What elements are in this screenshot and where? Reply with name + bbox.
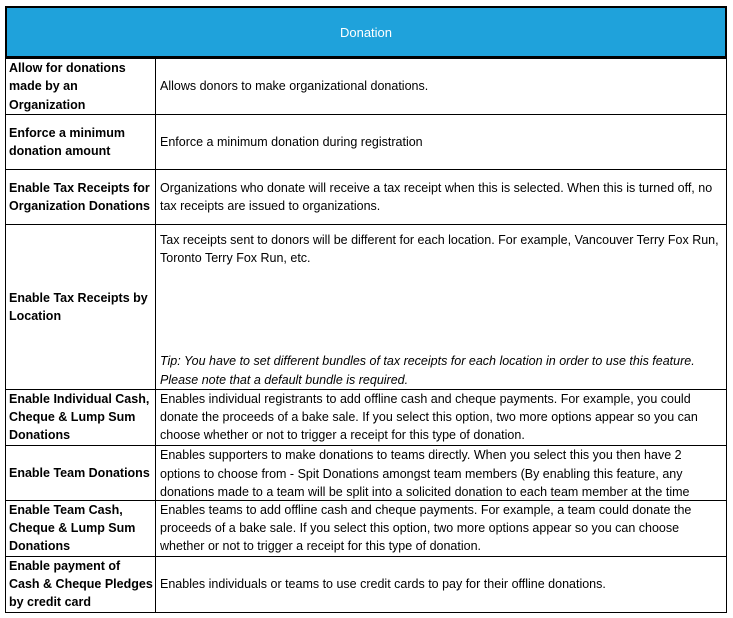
option-description: Enables supporters to make donations to teams directly. When you select this you then have 2 options to choose from - Spit Donations amongst team members (By enabling this feature, any donations made to a team will be split into a solicited donation to each team member at the time xyxy=(160,448,690,499)
table-row xyxy=(6,500,727,556)
table-row xyxy=(6,389,727,445)
option-description: Enables individuals or teams to use credit cards to pay for their offline donations. xyxy=(156,556,727,612)
option-description: Enables individual registrants to add offline cash and cheque payments. For example, you could donate the proceeds of a bake sale. If you select this option, two more options appear so you can choose whether or not to trigger a receipt for this type of donation. xyxy=(156,389,727,445)
donation-options-table xyxy=(5,58,727,613)
option-label: Enable Team Cash, Cheque & Lump Sum Donations xyxy=(6,500,156,556)
table-row xyxy=(6,169,727,224)
option-label: Enable Tax Receipts for Organization Donations xyxy=(6,169,156,224)
section-title: Donation xyxy=(339,24,393,40)
donation-settings-sheet xyxy=(5,6,727,613)
option-label: Enable Individual Cash, Cheque & Lump Sum Donations xyxy=(6,389,156,445)
option-description-wrap xyxy=(160,231,723,389)
option-label: Enable Team Donations xyxy=(6,445,156,500)
option-description: Tax receipts sent to donors will be different for each location. For example, Vancouver Terry Fox Run, Toronto Terry Fox Run, etc. xyxy=(160,232,719,266)
option-tip: Tip: You have to set different bundles of tax receipts for each location in order to use this feature. Please note that a default bundle is required. xyxy=(160,354,695,387)
section-header xyxy=(5,6,727,58)
option-description: Organizations who donate will receive a tax receipt when this is selected. When this is turned off, no tax receipts are issued to organizations. xyxy=(156,169,727,224)
option-description: Enables teams to add offline cash and cheque payments. For example, a team could donate the proceeds of a bake sale. If you select this option, two more options appear so you can choose whether or not to trigger a receipt for this type of donation. xyxy=(156,500,727,556)
option-label: Allow for donations made by an Organization xyxy=(6,59,156,115)
option-description: Allows donors to make organizational donations. xyxy=(156,59,727,115)
option-description-cell xyxy=(156,445,727,500)
table-row xyxy=(6,224,727,389)
option-label: Enable payment of Cash & Cheque Pledges by credit card xyxy=(6,556,156,612)
table-row xyxy=(6,445,727,500)
table-row xyxy=(6,556,727,612)
option-description: Enforce a minimum donation during registration xyxy=(156,114,727,169)
option-label: Enable Tax Receipts by Location xyxy=(6,224,156,389)
table-row xyxy=(6,114,727,169)
table-row xyxy=(6,59,727,115)
option-label: Enforce a minimum donation amount xyxy=(6,114,156,169)
option-description-cell xyxy=(156,224,727,389)
